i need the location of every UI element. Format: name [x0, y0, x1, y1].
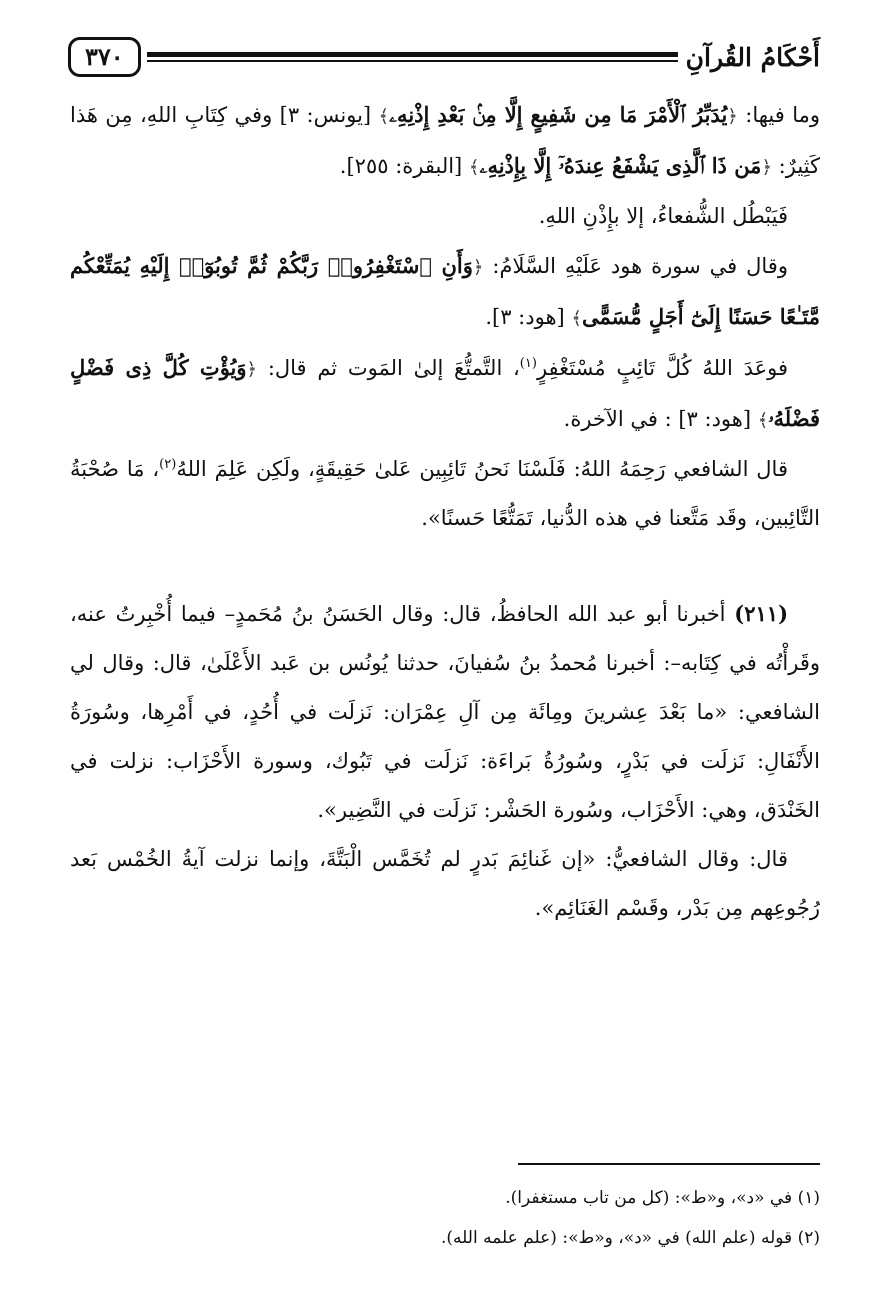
page-body — [70, 90, 820, 933]
header-rule-thick — [147, 52, 678, 57]
paragraph-2: فَيَبْطُل الشُّفعاءُ، إلا بإِذْنِ اللهِ. — [538, 204, 788, 228]
quran-open-bracket: ﴿ — [472, 257, 484, 278]
header-rule — [147, 52, 678, 62]
quran-verse-hud: وَأَنِ ٱسْتَغْفِرُوا۟ رَبَّكُمْ ثُمَّ تُوبُوٓا۟ إِلَيْهِ يُمَتِّعْكُم مَّتَـٰعًا حَسَنًا إِلَىٰٓ أَجَلٍ مُّسَمًّى — [70, 253, 820, 329]
paragraph-7: قال: وقال الشافعيُّ: «إن غَنائِمَ بَدرٍ لم تُخَمَّس الْبَتَّةَ، وإنما نزلت آيةُ الخُمْس بَعد رُجُوعِهم مِن بَدْر، وقَسْم الغَنَائِم». — [70, 847, 820, 920]
quran-verse-yunus: يُدَبِّرُ ٱلْأَمْرَ مَا مِن شَفِيعٍ إِلَّا مِنۢ بَعْدِ إِذْنِهِۦ — [389, 102, 728, 127]
quran-open-bracket: ﴿ — [727, 106, 738, 127]
quran-close-bracket: ﴾ — [378, 106, 390, 127]
header-rule-thin — [147, 60, 678, 62]
quran-close-bracket: ﴾ — [468, 157, 480, 178]
paragraph-3 — [70, 241, 820, 343]
paragraph-4-text-1: فوعَدَ اللهُ كُلَّ تَائِبٍ مُسْتَغْفِرٍ — [536, 356, 789, 380]
paragraph-1-reference-2: [البقرة: ٢٥٥]. — [339, 154, 469, 178]
quran-close-bracket: ﴾ — [571, 308, 582, 329]
hadith-number: (٢١١) — [734, 601, 788, 626]
quran-open-bracket: ﴿ — [761, 157, 772, 178]
page-number: ٣٧٠ — [68, 37, 141, 77]
book-title: أَحْكَامُ القُرآنِ — [685, 42, 820, 72]
paragraph-5-text-2: ، مَا صُحْبَةُ التَّائِبين، وقَد مَتَّعنا في هذه الدُّنيا، تَمَتُّعًا حَسنًا». — [70, 457, 820, 530]
paragraph-6-text: أخبرنا أبو عبد الله الحافظُ، قال: وقال الحَسَنُ بنُ مُحَمدٍ– فيما أُخْبِرتُ عنه، وقَرأْتُه في كِتَابه–: أخبرنا مُحمدُ بنُ سُفيانَ، حدثنا يُونُس بن عَبد الأَعْلَىٰ، قال: وقال لي الشافعي: «ما بَعْدَ عِشرينَ ومِائَة مِن آلِ عِمْرَان: نَزلَت في أُحُدٍ، في أَمْرِها، وسُورَةُ الأَنْفَالِ: نَزلَت في بَدْرٍ، وسُورُةُ بَراءَة: نَزلَت في تَبُوك، وسورة الأَحْزَاب: نزلت في الخَنْدَق، وهي: الأَحْزَاب، وسُورة الحَشْر: نَزلَت في النَّضِير». — [70, 602, 820, 822]
paragraph-1-intro: وما فيها: — [737, 103, 820, 127]
footnote-separator — [518, 1163, 820, 1165]
paragraph-6 — [70, 589, 820, 835]
paragraph-4-text-2: ، التَّمتُّعَ إلىٰ المَوت ثم قال: — [257, 356, 520, 380]
footnotes — [70, 1178, 820, 1258]
quran-verse-hud-2: وَيُؤْتِ كُلَّ ذِى فَضْلٍ فَضْلَهُۥ — [70, 355, 820, 431]
quran-close-bracket: ﴾ — [757, 410, 769, 431]
quran-open-bracket: ﴿ — [246, 359, 258, 380]
paragraph-3-reference: [هود: ٣]. — [485, 305, 572, 329]
footnote-1: (١) في «د»، و«ط»: (كل من تاب مستغفرا). — [505, 1188, 820, 1208]
page-header — [68, 32, 820, 82]
paragraph-5 — [70, 445, 820, 543]
paragraph-4-reference: [هود: ٣] : في الآخرة. — [563, 407, 758, 431]
paragraph-1-reference: [يونس: ٣] وفي كِتَابِ اللهِ، مِن هَذا كَثِيرٌ: — [70, 103, 820, 178]
quran-verse-baqarah: مَن ذَا ٱلَّذِى يَشْفَعُ عِندَهُۥٓ إِلَّا بِإِذْنِهِۦ — [479, 153, 762, 178]
footnote-2: (٢) قوله (علم الله) في «د»، و«ط»: (علم علمه الله). — [441, 1228, 820, 1248]
footnote-marker-1: (١) — [519, 356, 537, 371]
section-gap — [70, 543, 820, 589]
paragraph-5-text-1: قال الشافعي رَحِمَهُ اللهُ: فَلَسْنَا نَحنُ تَائِبِين عَلىٰ حَقِيقَةٍ، ولَكِن عَلِمَ اللهُ — [176, 457, 788, 481]
paragraph-1 — [70, 90, 820, 192]
paragraph-3-intro: وقال في سورة هود عَلَيْهِ السَّلَامُ: — [483, 254, 788, 278]
footnote-marker-2: (٢) — [159, 457, 177, 472]
paragraph-4 — [70, 343, 820, 445]
